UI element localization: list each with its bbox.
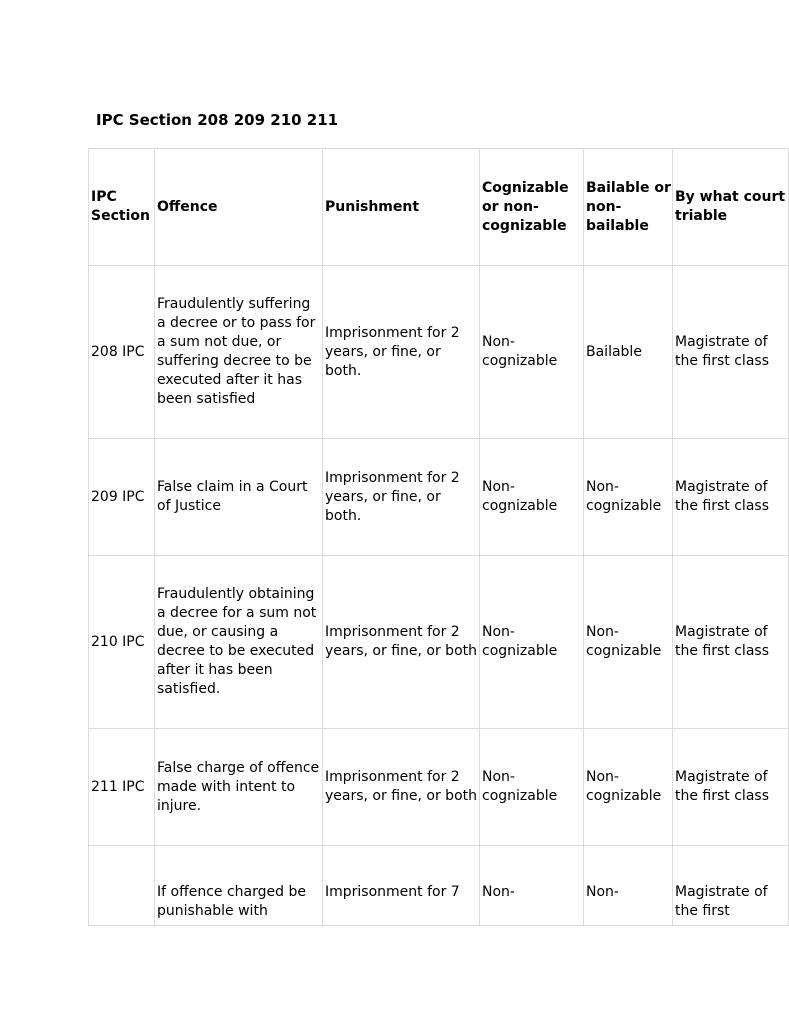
table-row bbox=[89, 556, 789, 729]
ipc-table-container bbox=[88, 148, 788, 925]
cell-offence: If offence charged be punishable with bbox=[155, 846, 323, 926]
header-cognizable: Cognizable or non-cognizable bbox=[480, 149, 584, 266]
cell-cognizable: Non-cognizable bbox=[480, 556, 584, 729]
cell-section bbox=[89, 846, 155, 926]
cell-punishment: Imprisonment for 2 years, or fine, or both bbox=[323, 729, 480, 846]
cell-court: Magistrate of the first class bbox=[673, 439, 789, 556]
cell-punishment: Imprisonment for 2 years, or fine, or both. bbox=[323, 439, 480, 556]
cell-bailable: Non-cognizable bbox=[584, 439, 673, 556]
cell-cognizable: Non-cognizable bbox=[480, 439, 584, 556]
ipc-table bbox=[88, 148, 789, 926]
cell-section: 211 IPC bbox=[89, 729, 155, 846]
cell-offence: Fraudulently obtaining a decree for a sum not due, or causing a decree to be executed after it has been satisfied. bbox=[155, 556, 323, 729]
cell-court: Magistrate of the first class bbox=[673, 266, 789, 439]
cell-court: Magistrate of the first class bbox=[673, 729, 789, 846]
page-title: IPC Section 208 209 210 211 bbox=[96, 111, 339, 129]
cell-punishment: Imprisonment for 7 bbox=[323, 846, 480, 926]
cell-section: 209 IPC bbox=[89, 439, 155, 556]
header-ipc-section: IPC Section bbox=[89, 149, 155, 266]
cell-cognizable: Non- bbox=[480, 846, 584, 926]
cell-offence: Fraudulently suffering a decree or to pass for a sum not due, or suffering decree to be executed after it has been satisfied bbox=[155, 266, 323, 439]
cell-cognizable: Non-cognizable bbox=[480, 729, 584, 846]
cell-bailable: Bailable bbox=[584, 266, 673, 439]
cell-offence: False charge of offence made with intent to injure. bbox=[155, 729, 323, 846]
header-bailable: Bailable or non-bailable bbox=[584, 149, 673, 266]
cell-section: 208 IPC bbox=[89, 266, 155, 439]
header-punishment: Punishment bbox=[323, 149, 480, 266]
cell-bailable: Non- bbox=[584, 846, 673, 926]
cell-cognizable: Non-cognizable bbox=[480, 266, 584, 439]
table-row bbox=[89, 846, 789, 926]
cell-bailable: Non-cognizable bbox=[584, 729, 673, 846]
table-header-row bbox=[89, 149, 789, 266]
cell-court: Magistrate of the first class bbox=[673, 556, 789, 729]
cell-bailable: Non-cognizable bbox=[584, 556, 673, 729]
cell-offence: False claim in a Court of Justice bbox=[155, 439, 323, 556]
cell-punishment: Imprisonment for 2 years, or fine, or both. bbox=[323, 266, 480, 439]
header-court: By what court triable bbox=[673, 149, 789, 266]
cell-punishment: Imprisonment for 2 years, or fine, or both bbox=[323, 556, 480, 729]
cell-section: 210 IPC bbox=[89, 556, 155, 729]
table-row bbox=[89, 439, 789, 556]
cell-court: Magistrate of the first bbox=[673, 846, 789, 926]
table-row bbox=[89, 266, 789, 439]
table-row bbox=[89, 729, 789, 846]
header-offence: Offence bbox=[155, 149, 323, 266]
